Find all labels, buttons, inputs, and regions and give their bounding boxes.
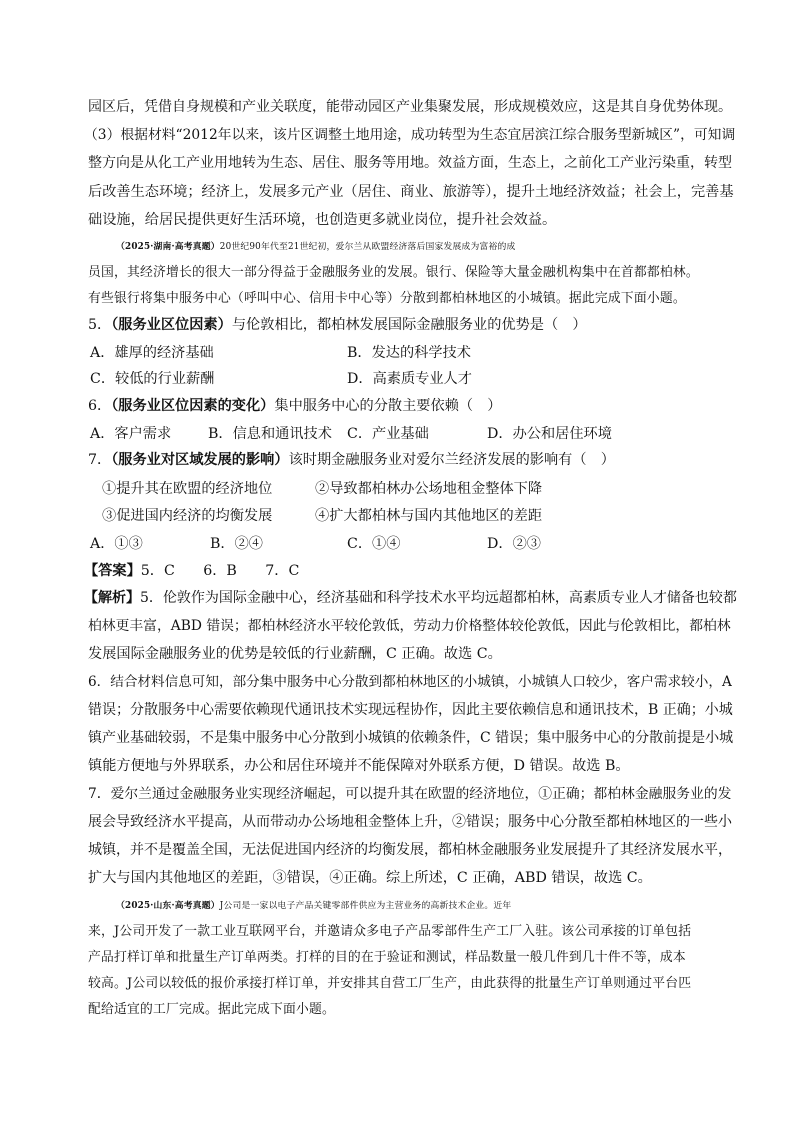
- question-tag: （服务业区位因素的变化）: [111, 398, 275, 414]
- answer-line: （3）根据材料“2012年以来，该片区调整土地用途，成功转型为生态宜居滨江综合服务型新城区”，可知调: [84, 127, 736, 143]
- analysis-line: 镇能方便地与外界联系，办公和居住环境并不能保障对外联系方便，D 错误。故选 B。: [88, 758, 630, 774]
- passage-line: 产品打样订单和批量生产订单两类。打样的目的在于验证和测试，样品数量一般几件到几十件不等，成本: [88, 950, 686, 965]
- analysis-line: 错误；分散服务中心需要依赖现代通讯技术实现远程协作，因此主要依赖信息和通讯技术，B 正确；小城: [88, 702, 733, 718]
- option-d: D．②③: [487, 536, 541, 552]
- analysis-line: 【解析】5．伦敦作为国际金融中心，经济基础和科学技术水平均远超都柏林，高素质专业人才储备也较都: [84, 590, 737, 606]
- analysis-line: 柏林更丰富，ABD 错误；都柏林经济水平较伦敦低，劳动力价格整体较伦敦低，因此与伦敦相比，都柏林: [88, 618, 731, 634]
- analysis-label: 【解析】: [84, 590, 140, 606]
- passage-line: 较高。J公司以较低的报价承接打样订单，并安排其自营工厂生产，由此获得的批量生产订单则通过平台匹: [88, 976, 692, 991]
- question-tag: （服务业对区域发展的影响）: [111, 452, 289, 468]
- passage-line: 配给适宜的工厂完成。据此完成下面小题。: [88, 1002, 335, 1017]
- passage-line: （2025·山东·高考真题）J公司是一家以电子产品关键零部件供应为主营业务的高新技术企业。近年: [116, 901, 512, 911]
- option-a: A．①③: [90, 536, 143, 552]
- question-5: 5．（服务业区位因素）与伦敦相比，都柏林发展国际金融服务业的优势是（ ）: [88, 317, 587, 333]
- analysis-line: 展会导致经济水平提高，从而带动办公场地租金整体上升，②错误；服务中心分散至都柏林地区的一些小: [88, 814, 732, 830]
- passage-line: 员国，其经济增长的很大一部分得益于金融服务业的发展。银行、保险等大量金融机构集中在首都都柏林。: [88, 265, 699, 280]
- answer-label: 【答案】: [84, 563, 141, 579]
- analysis-line: 发展国际金融服务业的优势是较低的行业薪酬，C 正确。故选 C。: [88, 646, 502, 662]
- analysis-line: 镇产业基础较弱，不是集中服务中心分散到小城镇的依赖条件，C 错误；集中服务中心的分散前提是小城: [88, 730, 734, 746]
- analysis-line: 扩大与国内其他地区的差距，③错误，④正确。综上所述，C 正确，ABD 错误，故选 C。: [88, 870, 652, 886]
- option-b: B．信息和通讯技术: [208, 426, 332, 442]
- option-c: C．①④: [347, 536, 401, 552]
- question-6: 6．（服务业区位因素的变化）集中服务中心的分散主要依赖（ ）: [88, 398, 502, 414]
- passage-line: 有些银行将集中服务中心（呼叫中心、信用卡中心等）分散到都柏林地区的小城镇。据此完成下面小题。: [88, 291, 686, 306]
- source-tag: （2025·湖南·高考真题）: [116, 242, 220, 252]
- statement-2: ②导致都柏林办公场地租金整体下降: [315, 481, 543, 497]
- option-c: C．较低的行业薪酬: [90, 371, 215, 387]
- question-tag: （服务业区位因素）: [111, 317, 232, 333]
- answer-line: 园区后，凭借自身规模和产业关联度，能带动园区产业集聚发展，形成规模效应，这是其自身优势体现。: [88, 99, 732, 115]
- option-b: B．②④: [210, 536, 263, 552]
- option-c: C．产业基础: [347, 426, 429, 442]
- answer-line: 础设施，给居民提供更好生活环境，也创造更多就业岗位，提升社会效益。: [88, 212, 557, 228]
- analysis-line: 6．结合材料信息可知，部分集中服务中心分散到都柏林地区的小城镇，小城镇人口较少，客户需求较小，A: [88, 674, 732, 690]
- source-tag: （2025·山东·高考真题）: [116, 901, 220, 911]
- statement-1: ①提升其在欧盟的经济地位: [102, 481, 273, 497]
- statement-3: ③促进国内经济的均衡发展: [102, 508, 273, 524]
- answer-line: 整方向是从化工产业用地转为生态、居住、服务等用地。效益方面，生态上，之前化工产业污染重，转型: [88, 155, 732, 171]
- passage-line: 来，J公司开发了一款工业互联网平台，并邀请众多电子产品零部件生产工厂入驻。该公司承接的订单包括: [88, 924, 692, 939]
- option-a: A．雄厚的经济基础: [90, 345, 214, 361]
- statement-4: ④扩大都柏林与国内其他地区的差距: [315, 508, 543, 524]
- answer-line: 后改善生态环境；经济上，发展多元产业（居住、商业、旅游等），提升土地经济效益；社会上，完善基: [88, 184, 734, 200]
- passage-line: （2025·湖南·高考真题）20世纪90年代至21世纪初，爱尔兰从欧盟经济落后国家发展成为富裕的成: [116, 242, 516, 252]
- option-d: D．办公和居住环境: [487, 426, 612, 442]
- option-d: D．高素质专业人才: [347, 371, 472, 387]
- option-a: A．客户需求: [90, 426, 172, 442]
- question-7: 7．（服务业对区域发展的影响）该时期金融服务业对爱尔兰经济发展的影响有（ ）: [88, 452, 615, 468]
- answer-key: 【答案】5．C 6．B 7．C: [84, 563, 300, 579]
- analysis-line: 城镇，并不是覆盖全国，无法促进国内经济的均衡发展，都柏林金融服务业发展提升了其经济发展水平，: [88, 842, 732, 858]
- option-b: B．发达的科学技术: [347, 345, 471, 361]
- analysis-line: 7．爱尔兰通过金融服务业实现经济崛起，可以提升其在欧盟的经济地位，①正确；都柏林金融服务业的发: [88, 786, 732, 802]
